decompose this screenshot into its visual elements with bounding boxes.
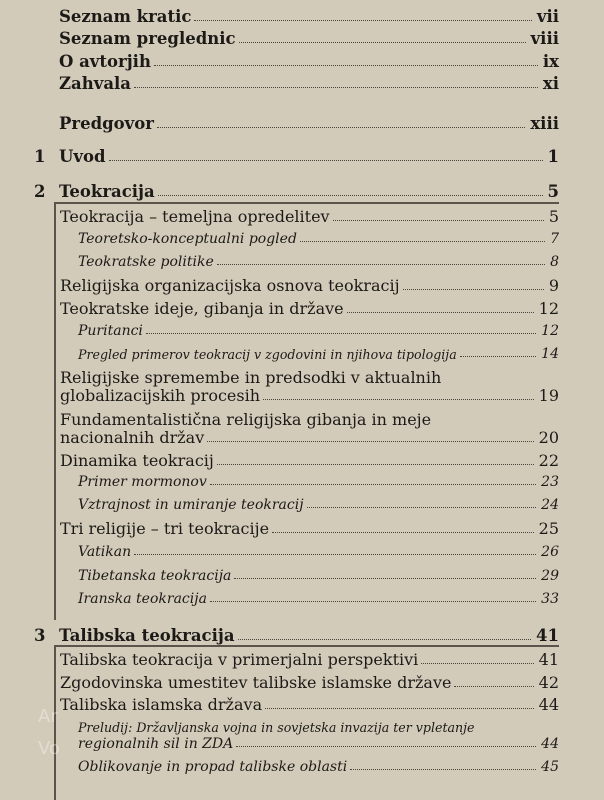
page-number: 8 xyxy=(550,254,559,270)
chapter-number: 1 xyxy=(34,147,46,166)
dot-leader xyxy=(207,441,533,442)
toc-entry-front xyxy=(59,52,559,71)
toc-entry xyxy=(60,451,559,470)
entry-title: Teokracija – temeljna opredelitev xyxy=(60,207,330,226)
page-number: 9 xyxy=(548,276,559,295)
chapter-heading xyxy=(59,182,559,201)
dot-leader xyxy=(333,220,544,221)
page-number: 45 xyxy=(541,759,559,775)
page-number: 41 xyxy=(536,626,559,645)
toc-subentry xyxy=(78,474,559,490)
chapter-rule xyxy=(54,645,559,647)
toc-entry xyxy=(60,673,559,692)
entry-title: Vztrajnost in umiranje teokracij xyxy=(78,497,304,513)
dot-leader xyxy=(154,65,538,66)
chapter-heading xyxy=(59,147,559,166)
entry-title: O avtorjih xyxy=(59,52,151,71)
page-number: 44 xyxy=(538,695,559,714)
entry-title: Seznam preglednic xyxy=(59,29,236,48)
entry-title: Religijska organizacijska osnova teokracij xyxy=(60,276,400,295)
dot-leader xyxy=(158,195,543,196)
entry-title: Teokratske politike xyxy=(78,254,214,270)
toc-subentry xyxy=(78,544,559,560)
entry-title: Zgodovinska umestitev talibske islamske države xyxy=(60,673,452,692)
toc-entry-front xyxy=(59,29,559,48)
entry-title: globalizacijskih procesih xyxy=(60,386,261,405)
entry-title: Tibetanska teokracija xyxy=(78,568,232,584)
toc-entry-front xyxy=(59,74,559,93)
page-number: 5 xyxy=(547,182,559,201)
entry-title: Primer mormonov xyxy=(78,474,207,490)
entry-title: Pregled primerov teokracij v zgodovini in njihova tipologija xyxy=(78,347,457,362)
chapter-heading xyxy=(59,626,559,645)
toc-subentry xyxy=(78,736,559,752)
toc-subentry xyxy=(78,759,559,775)
page-number: 5 xyxy=(548,207,559,226)
page-number: 22 xyxy=(538,451,559,470)
toc-subentry xyxy=(78,497,559,513)
dot-leader xyxy=(403,289,544,290)
toc-entry xyxy=(60,695,559,714)
entry-title: Zahvala xyxy=(59,74,131,93)
page-number: 33 xyxy=(541,591,559,607)
page-number: 7 xyxy=(550,231,559,247)
dot-leader xyxy=(460,356,536,357)
chapter-bracket xyxy=(54,202,56,620)
dot-leader xyxy=(210,484,536,485)
page-number: xi xyxy=(542,74,559,93)
toc-subentry xyxy=(78,591,559,607)
toc-entry xyxy=(60,207,559,226)
chapter-number: 2 xyxy=(34,182,46,201)
dot-leader xyxy=(300,241,545,242)
page-number: xiii xyxy=(530,114,559,133)
toc-entry-line1: Fundamentalistična religijska gibanja in meje xyxy=(60,410,432,429)
entry-title: Teoretsko-konceptualni pogled xyxy=(78,231,297,247)
dot-leader xyxy=(134,554,536,555)
page-number: 12 xyxy=(541,323,559,339)
chapter-rule xyxy=(54,202,559,204)
page-number: ix xyxy=(542,52,559,71)
watermark-text: Vo xyxy=(38,738,60,759)
chapter-title: Uvod xyxy=(59,147,106,166)
toc-subentry xyxy=(78,323,559,339)
page-number: 26 xyxy=(541,544,559,560)
dot-leader xyxy=(350,769,536,770)
toc-entry xyxy=(60,519,559,538)
dot-leader xyxy=(307,507,537,508)
watermark-text: Ar xyxy=(38,706,58,727)
entry-title: Teokratske ideje, gibanja in države xyxy=(60,299,344,318)
page-number: 12 xyxy=(538,299,559,318)
page-number: vii xyxy=(536,7,559,26)
dot-leader xyxy=(272,532,534,533)
entry-title: Talibska teokracija v primerjalni perspektivi xyxy=(60,650,419,669)
page-number: 41 xyxy=(538,650,559,669)
page-number: 1 xyxy=(547,147,559,166)
toc-entry xyxy=(60,299,559,318)
dot-leader xyxy=(109,160,543,161)
entry-title: regionalnih sil in ZDA xyxy=(78,736,234,752)
dot-leader xyxy=(210,601,536,602)
toc-subentry xyxy=(78,254,559,270)
entry-title: nacionalnih držav xyxy=(60,428,205,447)
toc-subentry xyxy=(78,568,559,584)
dot-leader xyxy=(217,464,534,465)
entry-title: Tri religije – tri teokracije xyxy=(60,519,270,538)
entry-title: Vatikan xyxy=(78,544,132,560)
dot-leader xyxy=(234,578,536,579)
toc-entry xyxy=(60,276,559,295)
entry-title: Predgovor xyxy=(59,114,154,133)
chapter-number: 3 xyxy=(34,626,46,645)
dot-leader xyxy=(421,663,533,664)
dot-leader xyxy=(454,686,533,687)
page-number: viii xyxy=(530,29,559,48)
entry-title: Iranska teokracija xyxy=(78,591,207,607)
dot-leader xyxy=(239,42,526,43)
dot-leader xyxy=(134,87,538,88)
page-number: 14 xyxy=(541,346,559,362)
toc-entry-front xyxy=(59,7,559,26)
dot-leader xyxy=(157,127,525,128)
toc-entry xyxy=(60,428,559,447)
toc-subentry-line1: Preludij: Državljanska vojna in sovjetska invazija ter vpletanje xyxy=(78,720,475,735)
entry-title: Puritanci xyxy=(78,323,143,339)
dot-leader xyxy=(236,746,536,747)
page-number: 19 xyxy=(538,386,559,405)
chapter-title: Talibska teokracija xyxy=(59,626,235,645)
entry-title: Seznam kratic xyxy=(59,7,192,26)
toc-entry-front xyxy=(59,114,559,133)
toc-entry-line1: Religijske spremembe in predsodki v aktualnih xyxy=(60,368,442,387)
toc-entry xyxy=(60,386,559,405)
dot-leader xyxy=(194,20,531,21)
page-number: 24 xyxy=(541,497,559,513)
dot-leader xyxy=(265,708,534,709)
entry-title: Oblikovanje in propad talibske oblasti xyxy=(78,759,348,775)
toc-subentry xyxy=(78,231,559,247)
dot-leader xyxy=(238,639,531,640)
dot-leader xyxy=(347,312,534,313)
entry-title: Dinamika teokracij xyxy=(60,451,214,470)
dot-leader xyxy=(217,264,545,265)
dot-leader xyxy=(263,399,534,400)
entry-title: Talibska islamska država xyxy=(60,695,263,714)
chapter-title: Teokracija xyxy=(59,182,155,201)
page-number: 29 xyxy=(541,568,559,584)
dot-leader xyxy=(146,333,536,334)
page-number: 42 xyxy=(538,673,559,692)
page-number: 25 xyxy=(538,519,559,538)
toc-entry xyxy=(60,650,559,669)
page-number: 23 xyxy=(541,474,559,490)
page-number: 20 xyxy=(538,428,559,447)
toc-subentry xyxy=(78,346,559,362)
page-number: 44 xyxy=(541,736,559,752)
